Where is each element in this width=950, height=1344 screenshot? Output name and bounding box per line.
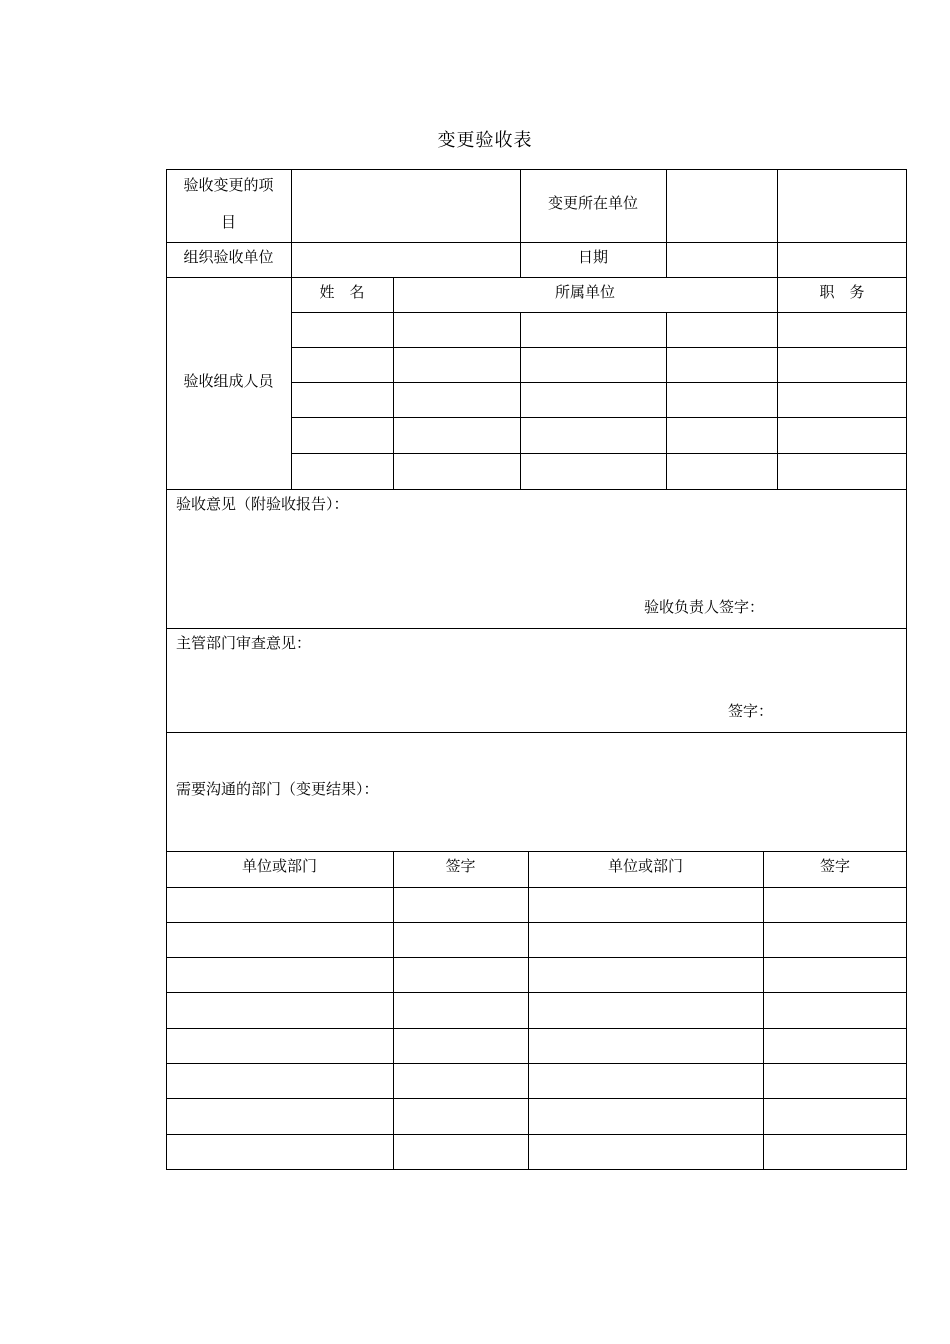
communication-label: 需要沟通的部门（变更结果）： — [176, 780, 379, 798]
date-label: 日期 — [577, 248, 608, 266]
comm-col-unit-1: 单位或部门 — [241, 857, 317, 875]
team-col-name: 姓 名 — [319, 283, 365, 301]
comm-col-sign-2: 签字 — [819, 857, 850, 875]
dept-label: 变更所在单位 — [547, 194, 638, 212]
opinion-signature-label: 验收负责人签字： — [644, 598, 765, 616]
team-col-title: 职 务 — [819, 283, 865, 301]
review-label: 主管部门审查意见： — [176, 634, 312, 652]
opinion-label: 验收意见（附验收报告）： — [176, 495, 349, 513]
team-label: 验收组成人员 — [183, 372, 274, 390]
org-label: 组织验收单位 — [183, 248, 274, 266]
form-title: 变更验收表 — [437, 130, 533, 151]
form-grid — [166, 169, 907, 1170]
project-label-cont: 目 — [220, 213, 236, 231]
comm-col-sign-1: 签字 — [445, 857, 476, 875]
team-col-unit: 所属单位 — [554, 283, 615, 301]
project-label: 验收变更的项 — [183, 176, 274, 194]
form-border — [167, 170, 907, 1170]
review-signature-label: 签字： — [728, 702, 774, 720]
comm-col-unit-2: 单位或部门 — [607, 857, 683, 875]
acceptance-form — [166, 169, 907, 1170]
